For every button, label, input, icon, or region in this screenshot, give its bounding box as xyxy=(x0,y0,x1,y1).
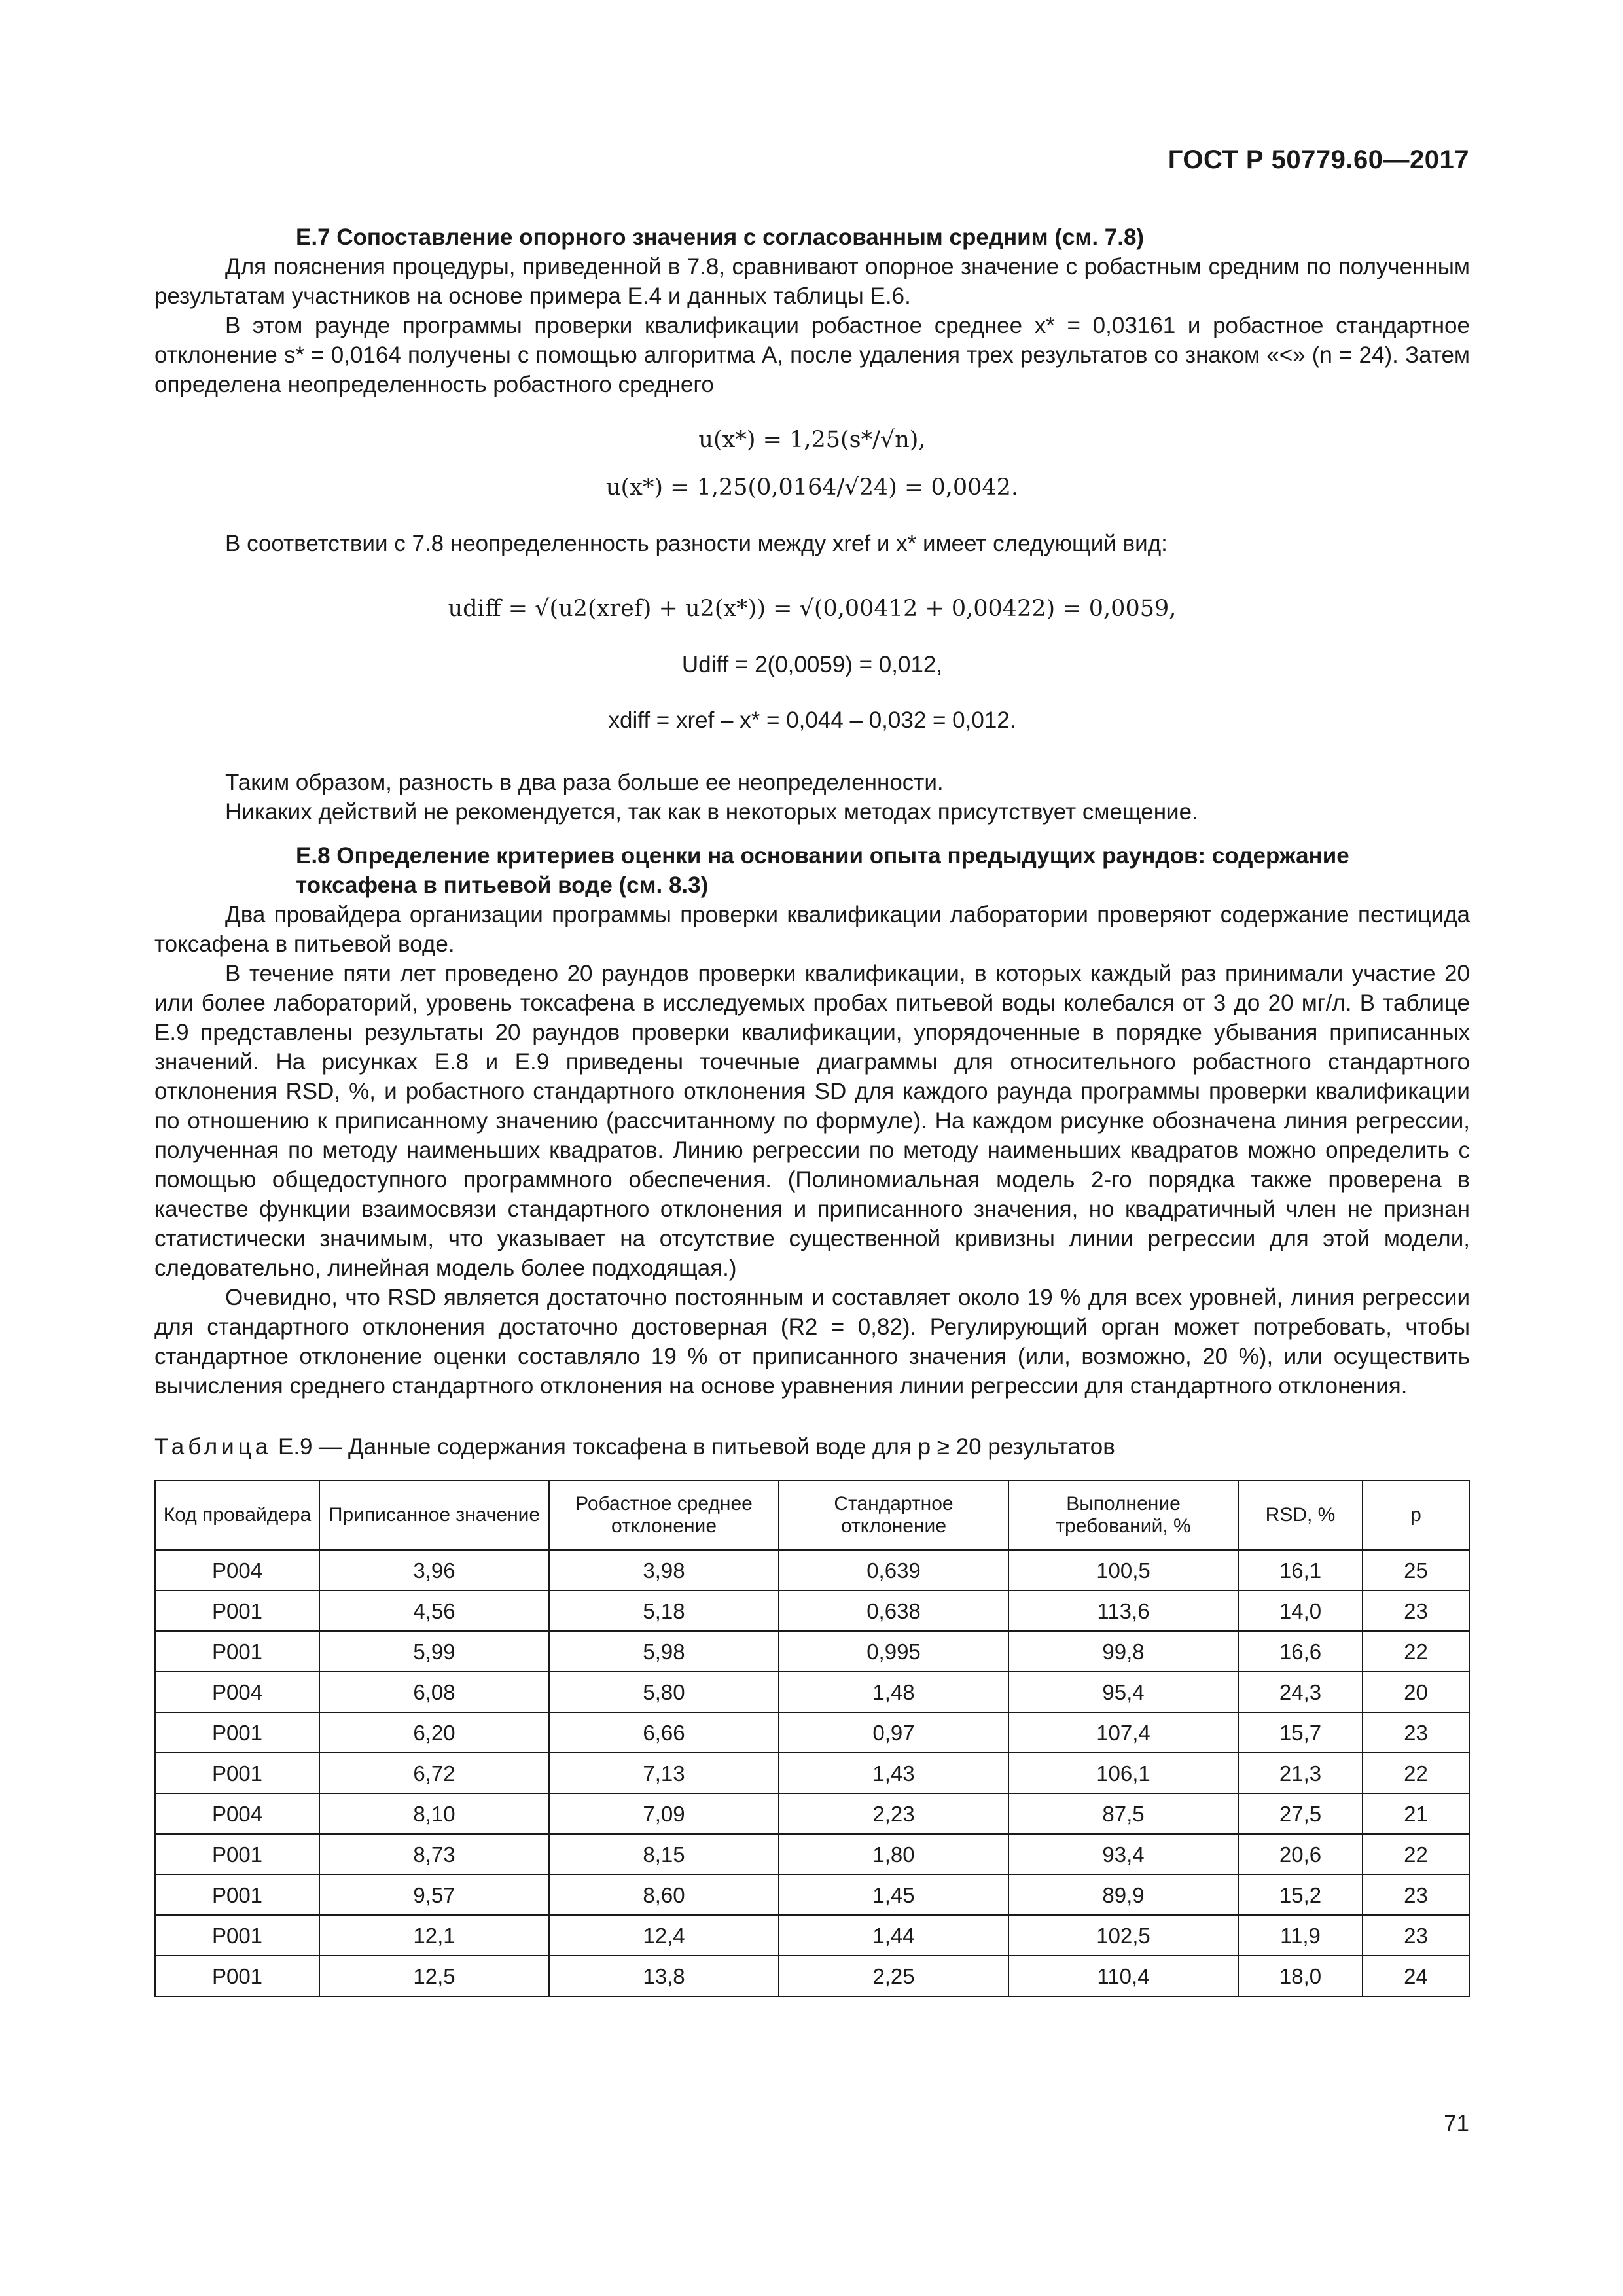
table-cell: P001 xyxy=(155,1956,319,1996)
section-e7-para-3: В соответствии с 7.8 неопределенность разности между xref и x* имеет следующий вид: xyxy=(225,531,1168,556)
table-row xyxy=(155,1590,1469,1631)
table-cell: 4,56 xyxy=(319,1590,549,1631)
table-cell: 14,0 xyxy=(1238,1590,1363,1631)
column-header: Приписанное значение xyxy=(319,1480,549,1550)
table-cell: P004 xyxy=(155,1672,319,1712)
toxaphene-data-table xyxy=(154,1480,1470,1997)
table-cell: 5,98 xyxy=(549,1631,779,1672)
table-label: Таблица xyxy=(154,1434,272,1460)
table-cell: 23 xyxy=(1363,1874,1469,1915)
table-cell: P004 xyxy=(155,1550,319,1590)
table-cell: 23 xyxy=(1363,1915,1469,1956)
section-e7-para-2: В этом раунде программы проверки квалификации робастное среднее x* = 0,03161 и робастное стандартное отклонение s* = 0,0164 получены с помощью алгоритма А, после удаления трех результатов со знаком «<» (n = 24). Затем определена неопределенность робастного среднего xyxy=(154,313,1470,397)
table-row xyxy=(155,1753,1469,1793)
table-row xyxy=(155,1712,1469,1753)
table-cell: 0,638 xyxy=(779,1590,1008,1631)
table-row xyxy=(155,1672,1469,1712)
table-cell: 15,2 xyxy=(1238,1874,1363,1915)
formula-robust-mean-uncertainty-value: u(x*) = 1,25(0,0164/√24) = 0,0042. xyxy=(605,475,1019,501)
section-e7-para-5: Никаких действий не рекомендуется, так как в некоторых методах присутствует смещение. xyxy=(225,799,1198,825)
table-cell: 27,5 xyxy=(1238,1793,1363,1834)
column-header: Робастное среднее отклонение xyxy=(549,1480,779,1550)
table-cell: 5,18 xyxy=(549,1590,779,1631)
table-cell: 22 xyxy=(1363,1753,1469,1793)
table-cell: 8,73 xyxy=(319,1834,549,1874)
table-header-row xyxy=(155,1480,1469,1550)
page-content xyxy=(154,223,1470,1997)
column-header: Выполнение требований, % xyxy=(1008,1480,1238,1550)
column-header: Код провайдера xyxy=(155,1480,319,1550)
table-cell: 106,1 xyxy=(1008,1753,1238,1793)
section-e8-heading-line-1: Е.8 Определение критериев оценки на основании опыта предыдущих раундов: содержание xyxy=(296,843,1349,869)
table-cell: P001 xyxy=(155,1834,319,1874)
table-cell: 12,5 xyxy=(319,1956,549,1996)
table-row xyxy=(155,1956,1469,1996)
table-cell: 22 xyxy=(1363,1631,1469,1672)
section-e7-heading: Е.7 Сопоставление опорного значения с согласованным средним (см. 7.8) xyxy=(296,224,1145,250)
table-cell: 9,57 xyxy=(319,1874,549,1915)
formula-u-diff: udiff = √(u2(xref) + u2(x*)) = √(0,00412 + 0,00422) = 0,0059, xyxy=(448,596,1177,622)
table-cell: 6,08 xyxy=(319,1672,549,1712)
formula-robust-mean-uncertainty: u(x*) = 1,25(s*/√n), xyxy=(698,427,926,453)
table-cell: 113,6 xyxy=(1008,1590,1238,1631)
table-cell: 11,9 xyxy=(1238,1915,1363,1956)
table-cell: 6,20 xyxy=(319,1712,549,1753)
table-cell: 0,97 xyxy=(779,1712,1008,1753)
table-cell: P001 xyxy=(155,1915,319,1956)
table-cell: 3,96 xyxy=(319,1550,549,1590)
table-cell: 20,6 xyxy=(1238,1834,1363,1874)
table-cell: 2,23 xyxy=(779,1793,1008,1834)
table-cell: 87,5 xyxy=(1008,1793,1238,1834)
table-cell: 95,4 xyxy=(1008,1672,1238,1712)
table-cell: 16,6 xyxy=(1238,1631,1363,1672)
table-cell: 1,48 xyxy=(779,1672,1008,1712)
table-cell: 100,5 xyxy=(1008,1550,1238,1590)
table-cell: 23 xyxy=(1363,1590,1469,1631)
column-header: p xyxy=(1363,1480,1469,1550)
table-cell: 99,8 xyxy=(1008,1631,1238,1672)
table-cell: 15,7 xyxy=(1238,1712,1363,1753)
table-caption xyxy=(154,1432,1470,1462)
table-cell: 8,10 xyxy=(319,1793,549,1834)
table-cell: 7,13 xyxy=(549,1753,779,1793)
table-cell: 0,995 xyxy=(779,1631,1008,1672)
table-cell: P001 xyxy=(155,1753,319,1793)
table-row xyxy=(155,1834,1469,1874)
table-cell: 1,43 xyxy=(779,1753,1008,1793)
table-cell: 1,80 xyxy=(779,1834,1008,1874)
table-cell: 22 xyxy=(1363,1834,1469,1874)
table-cell: 16,1 xyxy=(1238,1550,1363,1590)
table-row xyxy=(155,1631,1469,1672)
table-cell: 20 xyxy=(1363,1672,1469,1712)
section-e8-para-1: Два провайдера организации программы проверки квалификации лаборатории проверяют содержание пестицида токсафена в питьевой воде. xyxy=(154,902,1470,957)
table-cell: 8,15 xyxy=(549,1834,779,1874)
table-cell: 107,4 xyxy=(1008,1712,1238,1753)
table-cell: P001 xyxy=(155,1631,319,1672)
section-e8-para-3: Очевидно, что RSD является достаточно постоянным и составляет около 19 % для всех уровней, линия регрессии для стандартного отклонения достаточно достоверная (R2 = 0,82). Регулирующий орган может потребовать, чтобы стандартное отклонение оценки составляло 19 % от приписанного значения (или, возможно, 20 %), или осуществить вычисления среднего стандартного отклонения на основе уравнения линии регрессии для стандартного отклонения. xyxy=(154,1285,1470,1399)
table-row xyxy=(155,1874,1469,1915)
table-row xyxy=(155,1793,1469,1834)
column-header: Стандартное отклонение xyxy=(779,1480,1008,1550)
table-cell: 12,4 xyxy=(549,1915,779,1956)
table-cell: 89,9 xyxy=(1008,1874,1238,1915)
table-caption-text: Е.9 — Данные содержания токсафена в питьевой воде для p ≥ 20 результатов xyxy=(277,1434,1115,1460)
table-cell: 6,66 xyxy=(549,1712,779,1753)
table-cell: 12,1 xyxy=(319,1915,549,1956)
table-cell: 18,0 xyxy=(1238,1956,1363,1996)
section-e7-para-4: Таким образом, разность в два раза больше ее неопределенности. xyxy=(225,770,944,795)
table-cell: 1,45 xyxy=(779,1874,1008,1915)
table-cell: P001 xyxy=(155,1590,319,1631)
table-cell: 110,4 xyxy=(1008,1956,1238,1996)
page-number: 71 xyxy=(1444,2111,1469,2136)
table-cell: 6,72 xyxy=(319,1753,549,1793)
table-cell: 8,60 xyxy=(549,1874,779,1915)
section-e8-heading-line-2: токсафена в питьевой воде (см. 8.3) xyxy=(296,872,709,898)
formula-capital-u-diff: Udiff = 2(0,0059) = 0,012, xyxy=(681,652,943,677)
table-row xyxy=(155,1550,1469,1590)
section-e8-para-2: В течение пяти лет проведено 20 раундов проверки квалификации, в которых каждый раз принимали участие 20 или более лабораторий, уровень токсафена в исследуемых пробах питьевой воды колебался от 3 до 20 мг/л. В таблице Е.9 представлены результаты 20 раундов проверки квалификации, упорядоченные в порядке убывания приписанных значений. На рисунках Е.8 и Е.9 приведены точечные диаграммы для относительного робастного стандартного отклонения RSD, %, и робастного стандартного отклонения SD для каждого раунда программы проверки квалификации по отношению к приписанному значению (рассчитанному по формуле). На каждом рисунке обозначена линия регрессии, полученная по методу наименьших квадратов. Линию регрессии по методу наименьших квадратов можно определить с помощью общедоступного программного обеспечения. (Полиномиальная модель 2-го порядка также проверена в качестве функции взаимосвязи стандартного отклонения и приписанного значения, но квадратичный член не признан статистически значимым, что указывает на отсутствие существенной кривизны линии регрессии для этой модели, следовательно, линейная модель более подходящая.) xyxy=(154,961,1470,1281)
table-cell: 5,80 xyxy=(549,1672,779,1712)
table-body xyxy=(155,1550,1469,1996)
table-cell: 25 xyxy=(1363,1550,1469,1590)
standard-code-header: ГОСТ Р 50779.60—2017 xyxy=(1168,145,1469,174)
table-row xyxy=(155,1915,1469,1956)
table-cell: 2,25 xyxy=(779,1956,1008,1996)
table-cell: P001 xyxy=(155,1874,319,1915)
formula-x-diff: xdiff = xref – x* = 0,044 – 0,032 = 0,012. xyxy=(608,708,1016,733)
section-e7-para-1: Для пояснения процедуры, приведенной в 7.8, сравнивают опорное значение с робастным средним по полученным результатам участников на основе примера Е.4 и данных таблицы Е.6. xyxy=(154,254,1470,309)
table-cell: 21 xyxy=(1363,1793,1469,1834)
table-cell: 23 xyxy=(1363,1712,1469,1753)
table-cell: 7,09 xyxy=(549,1793,779,1834)
table-cell: 0,639 xyxy=(779,1550,1008,1590)
table-cell: P004 xyxy=(155,1793,319,1834)
column-header: RSD, % xyxy=(1238,1480,1363,1550)
table-cell: P001 xyxy=(155,1712,319,1753)
table-cell: 3,98 xyxy=(549,1550,779,1590)
table-cell: 5,99 xyxy=(319,1631,549,1672)
table-cell: 13,8 xyxy=(549,1956,779,1996)
table-cell: 93,4 xyxy=(1008,1834,1238,1874)
table-cell: 1,44 xyxy=(779,1915,1008,1956)
table-cell: 21,3 xyxy=(1238,1753,1363,1793)
table-cell: 24 xyxy=(1363,1956,1469,1996)
table-cell: 24,3 xyxy=(1238,1672,1363,1712)
table-cell: 102,5 xyxy=(1008,1915,1238,1956)
